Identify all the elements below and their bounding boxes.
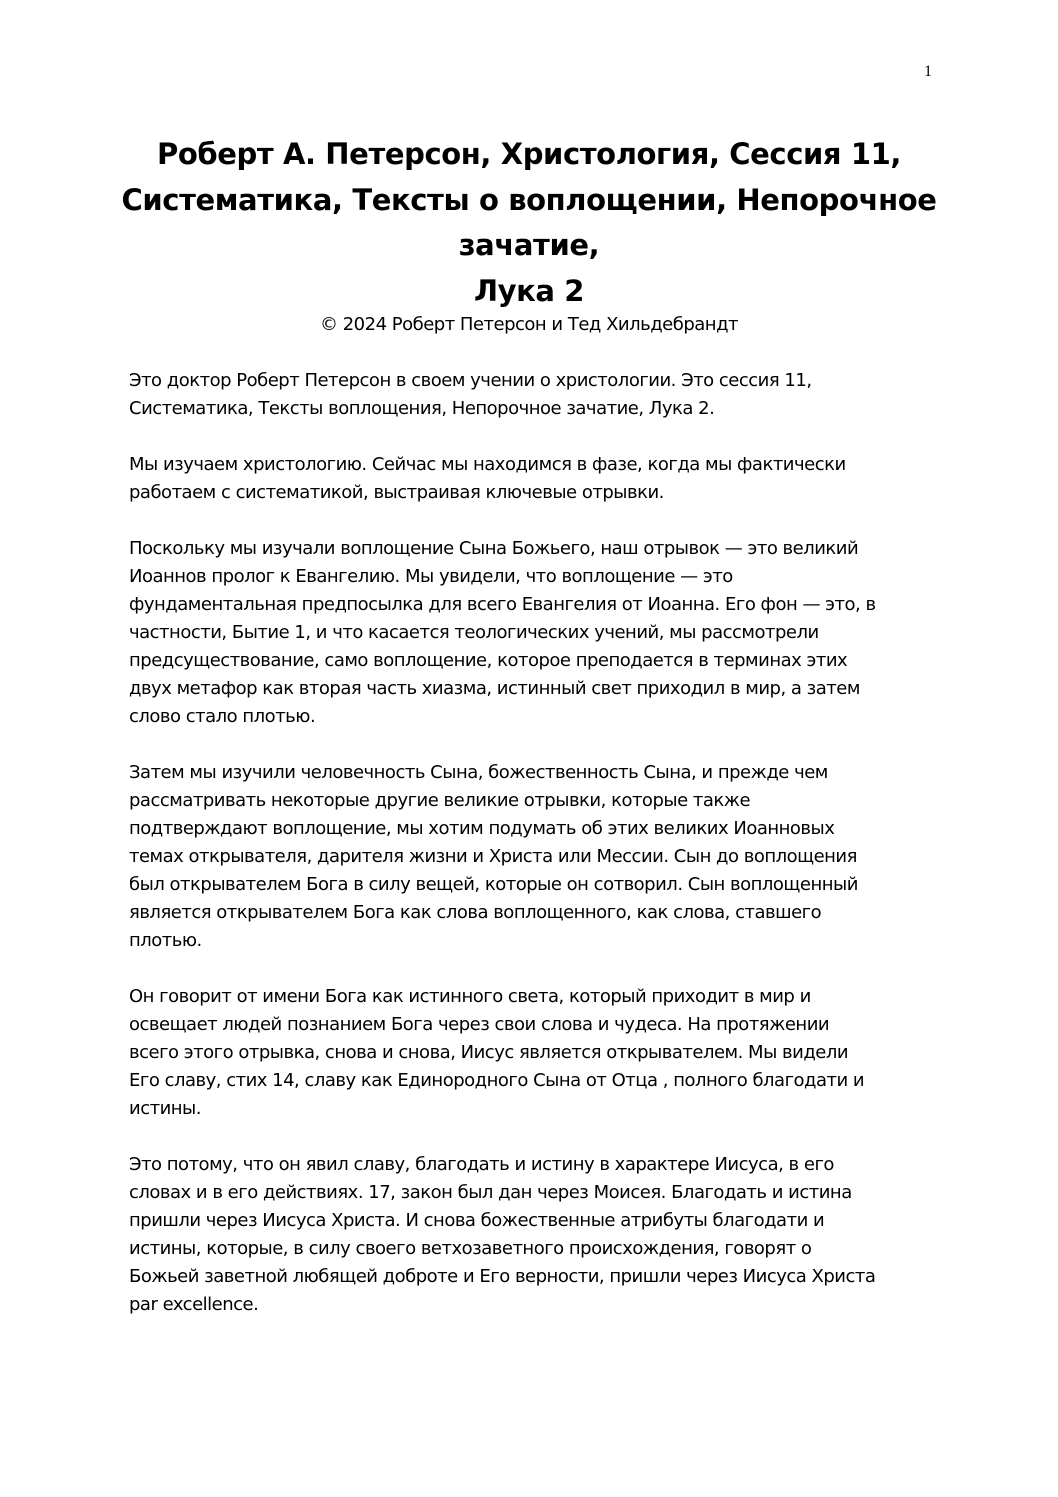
text-line: Поскольку мы изучали воплощение Сына Божьего, наш отрывок — это великий: [129, 538, 859, 559]
text-line: фундаментальная предпосылка для всего Евангелия от Иоанна. Его фон — это, в: [129, 594, 876, 615]
text-line: плотью.: [129, 930, 202, 951]
text-line: темах открывателя, дарителя жизни и Христа или Мессии. Сын до воплощения: [129, 846, 857, 867]
text-line: Божьей заветной любящей доброте и Его верности, пришли через Иисуса Христа: [129, 1266, 876, 1287]
paragraph: [129, 1151, 939, 1319]
text-line: был открывателем Бога в силу вещей, которые он сотворил. Сын воплощенный: [129, 874, 858, 895]
text-line: Мы изучаем христологию. Сейчас мы находимся в фазе, когда мы фактически: [129, 454, 846, 475]
text-line: Систематика, Тексты воплощения, Непорочное зачатие, Лука 2.: [129, 398, 715, 419]
title-line: зачатие,: [458, 228, 600, 262]
text-line: является открывателем Бога как слова воплощенного, как слова, ставшего: [129, 902, 822, 923]
text-line: Он говорит от имени Бога как истинного света, который приходит в мир и: [129, 986, 811, 1007]
text-line: освещает людей познанием Бога через свои слова и чудеса. На протяжении: [129, 1014, 830, 1035]
title-line: Систематика, Тексты о воплощении, Непорочное: [121, 182, 937, 217]
text-line: подтверждают воплощение, мы хотим подумать об этих великих Иоанновых: [129, 818, 835, 839]
title-line: Роберт А. Петерсон, Христология, Сессия 11,: [156, 137, 902, 171]
page-number: 1: [924, 63, 932, 80]
paragraph: [129, 535, 939, 731]
text-line: всего этого отрывка, снова и снова, Иисус является открывателем. Мы видели: [129, 1042, 849, 1063]
text-line: Это доктор Роберт Петерсон в своем учении о христологии. Это сессия 11,: [129, 370, 812, 391]
text-line: истины, которые, в силу своего ветхозаветного происхождения, говорят о: [129, 1238, 812, 1259]
text-line: частности, Бытие 1, и что касается теологических учений, мы рассмотрели: [129, 622, 819, 643]
text-line: истины.: [129, 1098, 201, 1119]
text-line: слово стало плотью.: [129, 706, 316, 727]
text-line: Это потому, что он явил славу, благодать и истину в характере Иисуса, в его: [129, 1154, 834, 1175]
text-line: словах и в его действиях. 17, закон был дан через Моисея. Благодать и истина: [129, 1182, 852, 1203]
text-line: Иоаннов пролог к Евангелию. Мы увидели, что воплощение — это: [129, 566, 733, 587]
title-line: Лука 2: [473, 273, 585, 308]
text-line: предсуществование, само воплощение, которое преподается в терминах этих: [129, 650, 848, 671]
document-body: [129, 367, 939, 1347]
text-line: рассматривать некоторые другие великие отрывки, которые также: [129, 790, 751, 811]
paragraph: [129, 983, 939, 1123]
copyright-notice: © 2024 Роберт Петерсон и Тед Хильдебрандт: [320, 314, 738, 335]
paragraph: [129, 367, 939, 423]
text-line: работаем с систематикой, выстраивая ключевые отрывки.: [129, 482, 664, 503]
paragraph: [129, 759, 939, 955]
paragraph: [129, 451, 939, 507]
text-line: Его славу, стих 14, славу как Единородного Сына от Отца , полного благодати и: [129, 1070, 865, 1091]
text-line: двух метафор как вторая часть хиазма, истинный свет приходил в мир, а затем: [129, 678, 860, 699]
text-line: пришли через Иисуса Христа. И снова божественные атрибуты благодати и: [129, 1210, 825, 1231]
text-line: par excellence.: [129, 1294, 259, 1315]
document-title: [110, 132, 948, 314]
text-line: Затем мы изучили человечность Сына, божественность Сына, и прежде чем: [129, 762, 828, 783]
